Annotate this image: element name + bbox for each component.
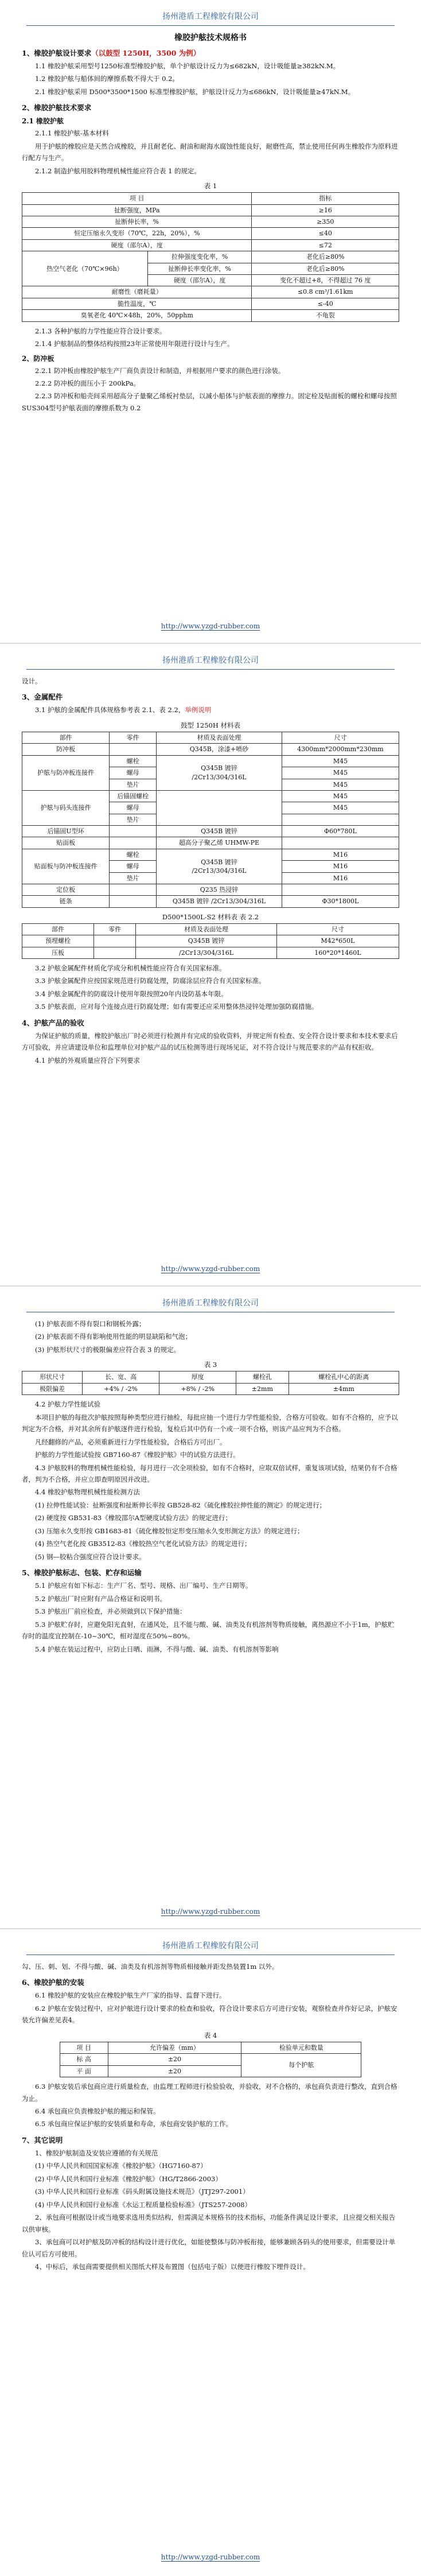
table-header: 尺寸: [276, 923, 399, 935]
table-row: 硬度（邵尔A），度 ≤72: [22, 239, 399, 251]
table-header: 检验单元和数量: [241, 2042, 361, 2053]
para-2-1-1-text: 用于护舷的橡胶应是天然合成橡胶，并且耐老化、耐油和耐海水腐蚀性能良好，耐磨性高，禁止使用任何再生橡胶作为原料进行配方与生产。: [22, 142, 398, 162]
table-1: [22, 192, 399, 321]
table-row: 链条 Q345B 镀锌 /2Cr13/304/316L Φ30*1800L: [22, 896, 399, 907]
para-3-2: 3.2 护舷金属配件材质化学成分和机械性能应符合有关国家标准。: [35, 963, 226, 972]
test-item: (3) 压缩永久变形按 GB1683-81《硫化橡胶恒定形变压缩永久变形测定方法》的规定进行；: [35, 1526, 304, 1535]
para-5-3-text: 5.3 护舷贮存时，应避免阳光直射，在通风处，且不能与酸、碱、油类及有机溶剂等物质接触，离热源应不小于1m，护舷贮存时的温度宜控制在-10~30℃，相对湿度在50%~80%。: [22, 1620, 395, 1641]
para-4-1: 4.1 护舷的外观质量应符合下列要求: [35, 1056, 140, 1064]
para-5-2: 5.2 护舷出厂时应附有产品合格证和说明书。: [35, 1594, 166, 1603]
para-3-3: 3.3 护舷金属配件应按国家规范进行防腐处理，防腐涂层应符合有关国家标准。: [35, 977, 266, 985]
footer-link[interactable]: http://www.yzgd-rubber.com: [161, 1907, 260, 1916]
para-1-3: 2.1 橡胶护舷采用 D500*3500*1500 标准型橡胶护舷，护舷设计反力为≤686kN，设计吸能量≥47kN.M。: [35, 87, 355, 96]
para-4-2-text: 本项目护舷的每批次护舷按照每种类型应进行抽检，每批应抽一个进行力学性能检验，合格方可验收。如有不合格的，应予以判定为不合格，并对其余所有护舷逐件进行检验，复检后其中仍有一个或一项不合格，则该产品应判为不合格。: [22, 1413, 398, 1433]
para-7-1: 1、橡胶护舷制造及安装应遵循的有关规范: [35, 2148, 158, 2157]
para-2-2-1: 2.2.1 防冲板由橡胶护舷生产厂商负责设计和制造，并根据用户要求的颜色进行涂装。: [35, 366, 285, 375]
table-header: 材质及表面处理: [136, 923, 277, 935]
para-7-4: 4、中标后，承包商需要提供相关图纸大样及布置图（包括电子版）以便进行橡胶下埋件设计。: [35, 2263, 310, 2271]
para-7-3: 3、承包商可以对护舷及防冲板的结构设计进行优化，如能使整体与防冲板衔接，能够兼顾各码头的使用要求，但需要设计单位认可后方可使用。: [22, 2238, 396, 2258]
table-row: 后锚固U型环 Q345B 镀锌 Φ60*780L: [22, 826, 399, 837]
para-6-5: 6.5 承包商应保证护舷的安装质量和寿命，承包商安装护舷的工作。: [35, 2120, 232, 2128]
page-header: 扬州港盾工程橡胶有限公司: [26, 1287, 395, 1312]
table-row: 护舷与防冲板连接件 螺栓 Q345B 镀锌 /2Cr13/304/316L M45: [22, 755, 399, 767]
table-2-2-caption: D500*1500L-S2 材料表 表 2.2: [162, 912, 259, 921]
footer-link[interactable]: http://www.yzgd-rubber.com: [161, 622, 260, 630]
table-header: 零件: [94, 923, 136, 935]
para-5-3: 5.3 护舷出厂前应检查，并必须做到以下保护措施：: [35, 1607, 186, 1616]
footer-link[interactable]: http://www.yzgd-rubber.com: [161, 1265, 260, 1273]
table-header: 部件: [22, 923, 94, 935]
norm-item: (1) 中华人民共和国国家标准《橡胶护舷》（HG7160-87）: [35, 2162, 207, 2170]
para-4-3: 4.3 护舷胶料的物理机械性能检验，每月进行一次全项检验，如有不合格时，应取双倍试样，重复该项试验，结果仍有不合格者，判为不合格，并应立即查明原因并改进。: [22, 1463, 397, 1483]
table-row: 螺母 M45: [22, 802, 399, 814]
page-footer: [0, 2553, 421, 2561]
table-2-1-caption: 鼓型 1250H 材料表: [180, 721, 241, 729]
page-footer: [0, 622, 421, 630]
norm-item: (4) 中华人民共和国行业标准《水运工程质量检验标准》（JTS257-2008）: [35, 2200, 251, 2209]
para-5-4: 5.4 护舷在装运过程中，应防止日晒、雨淋，不得与酸、碱、油类、有机溶剂等影响: [35, 1645, 279, 1653]
table-row: 垫片 M45: [22, 779, 399, 790]
test-item: (5) 钢—胶粘合强度应符合设计要求。: [35, 1552, 146, 1561]
section-2-2-title: 2、防冲板: [22, 354, 54, 363]
page-2: [0, 643, 421, 1285]
para-2-2-2: 2.2.2 防冲板的面压小于 200kPa。: [35, 379, 141, 387]
table-header: 形状尺寸: [22, 1371, 83, 1383]
table-row: 压板 /2Cr13/304/316L 160*20*1460L: [22, 947, 399, 958]
table-row: 标 高 ±20 每个护舷: [60, 2054, 361, 2065]
doc-title: 橡胶护舷技术规格书: [174, 33, 247, 42]
table-header: 零件: [110, 732, 157, 743]
para-3-5: 3.5 护舷表面，应对每个连接点进行防腐处理；如有需要还应采用整体热浸锌处理加强防腐措施。: [35, 1003, 318, 1011]
lead-text: 勾、压、刺、划、不得与酸、碱、油类及有机溶剂等物质相接触并距发热装置1m 以外。: [22, 1963, 279, 1971]
table-header: 尺寸: [282, 732, 399, 743]
test-item: (4) 热空气老化按 GB3512-83《橡胶热空气老化试验方法》的规定进行；: [35, 1540, 251, 1548]
table-3: [22, 1371, 399, 1395]
footer-link[interactable]: http://www.yzgd-rubber.com: [161, 2553, 260, 2561]
table-row: 预埋螺栓 Q345B 镀锌 M42*650L: [22, 935, 399, 947]
section-2-1-title: 2.1 橡胶护舷: [22, 117, 64, 126]
table-2-2: [22, 923, 399, 959]
page-3: [0, 1285, 421, 1928]
list-item: (3) 护舷形状尺寸的极限偏差应符合表 3 的规定。: [35, 1345, 181, 1354]
page-header: 扬州港盾工程橡胶有限公司: [26, 644, 395, 670]
table-header: 螺栓孔: [236, 1371, 289, 1383]
table-row: 扯断伸长率变化率，% 老化后≥80%: [22, 263, 399, 274]
table-row: 螺母 M45: [22, 767, 399, 779]
para-6-2: 6.2 护舷在安装过程中，应对护舷进行设计要求的检查和验收，符合设计要求后方可进行安装，观察检查并作好记录，护舷安装允许偏差见表4。: [22, 2004, 397, 2025]
table-header: 材质及表面处理: [157, 732, 282, 743]
table-row: 硬度（邵尔A），度 变化不超过+8，不得超过 76 度: [22, 275, 399, 286]
page-4: [0, 1928, 421, 2574]
section-3-title: 3、金属配件: [22, 693, 63, 702]
table-row: 扯断伸长率，% ≥350: [22, 216, 399, 228]
para-1-1: 1.1 橡胶护舷采用型号1250标准型橡胶护舷，单个护舷设计反力为≤682kN，设计吸能量≥382kN.M。: [35, 62, 340, 70]
table-row: 极限偏差 +4% / -2% +8% / -2% ±2mm ±4mm: [22, 1383, 399, 1394]
table-row: 垫片 M16: [22, 872, 399, 884]
para-2-1-3: 2.1.3 各种护舷的力学性能应符合设计要求。: [35, 327, 166, 335]
table-3-caption: 表 3: [204, 1361, 217, 1369]
para-4-4: 4.4 橡胶护舷物理机械性能检测方法: [35, 1488, 140, 1497]
table-row: 垫片: [22, 814, 399, 825]
table-row: 定位板 Q235 热浸锌: [22, 884, 399, 896]
section-1-title: 1、橡胶护舷设计要求（以鼓型 1250H，3500 为例）: [22, 49, 201, 57]
table-row: 臭氧老化 40℃×48h，20%，50pphm 不龟裂: [22, 310, 399, 321]
list-item: (1) 护舷表面不得有裂口和钢板外露；: [35, 1320, 146, 1328]
table-row: 扯断强度，MPa ≥16: [22, 204, 399, 216]
para-2-1-4: 2.1.4 护舷制品的整体结构按照23年正常使用年限进行设计与生产。: [35, 340, 234, 348]
page-header: 扬州港盾工程橡胶有限公司: [26, 1929, 395, 1955]
table-header: 项 目: [60, 2042, 108, 2053]
para-2-1-2: 2.1.2 制造护舷用胶料物理机械性能应符合表 1 的规定。: [35, 166, 201, 175]
para-5-1: 5.1 护舷应有如下标志：生产厂名、型号、规格、出厂编号、生产日期等。: [35, 1582, 252, 1590]
table-header: 长、宽、高: [83, 1371, 159, 1383]
para-4-2-text2: 凡经翻修的产品，必须重新进行力学性能检验，合格后方可出厂。: [35, 1437, 227, 1446]
para-3-1: 3.1 护舷的金属配件具体规格参考表 2.1、表 2.2，举例说明: [35, 706, 212, 714]
table-row: 防冲板 Q345B，涂漆+喷砂 4300mm*2000mm*230mm: [22, 744, 399, 755]
para-6-4: 6.4 承包商应负责橡胶护舷的搬运和保管。: [35, 2107, 160, 2115]
norm-item: (3) 中华人民共和国行业标准《码头附属设施技术规范》（JTJ297-2001）: [35, 2188, 250, 2196]
para-6-1: 6.1 橡胶护舷的安装应在橡胶护舷生产厂家的指导、监督下进行。: [35, 1991, 226, 2000]
test-item: (2) 硬度按 GB531-83《橡胶邵尔A型硬度试验方法》的规定进行；: [35, 1514, 232, 1522]
table-4-caption: 表 4: [204, 2031, 217, 2039]
para-1-2: 1.2 橡胶护舷与船体间的摩擦系数不得大于 0.2。: [35, 75, 179, 83]
para-2-2-3: 2.2.3 防冲板和船壳间采用超高分子量聚乙烯板衬垫层，以减小船体与护舷表面的摩擦力。固定栓及贴面板的螺栓和螺母按照SUS304型号护舷表面的摩擦系数为 0.2: [22, 392, 397, 412]
table-row: 耐磨性（磨耗量） ≤0.8 cm³/1.61km: [22, 286, 399, 298]
table-row: 平 面 ±20: [60, 2065, 361, 2077]
para-3-4: 3.4 护舷金属配件的防腐设计使用年限按照20年内设防基本年限。: [35, 989, 228, 998]
table-row: 贴面板 超高分子聚乙烯 UHMW-PE: [22, 837, 399, 849]
table-1-caption: 表 1: [204, 182, 217, 191]
lead-text: 设计。: [22, 677, 42, 685]
section-2-title: 2、橡胶护舷技术要求: [22, 103, 92, 112]
para-4-text: 为保证护舷的质量，橡胶护舷出厂时必须进行检测并有完成的验收资料，并规定所有检查、安全符合设计要求和本技术要求后方可验收，并应请建设单位和监理单位对护舷产品的试压检测等进行现场见证，对不符合设计与规范要求的产品有权拒收。: [22, 1031, 398, 1052]
table-header: 指标: [252, 193, 399, 204]
section-5-title: 5、橡胶护舷标志、包装、贮存和运输: [22, 1568, 142, 1578]
table-2-1: [22, 732, 399, 908]
section-4-title: 4、护舷产品的验收: [22, 1018, 84, 1027]
table-row: 脆性温度，℃ ≤-40: [22, 298, 399, 309]
table-header: 允许偏差（mm）: [108, 2042, 241, 2053]
table-row: 恒定压缩永久变形（70℃，22h，20%），% ≤40: [22, 228, 399, 239]
para-6-3: 6.3 护舷安装后承包商应进行质量检查，由监理工程师进行检验验收，并验收，对不合格的，承包商负责进行整改，直到合格为止。: [22, 2082, 397, 2103]
norm-item: (2) 中华人民共和国行业标准《橡胶护舷》（HG/T2866-2003）: [35, 2174, 222, 2183]
table-row: 热空气老化（70℃×96h） 拉伸强度变化率，% 老化后≥80%: [22, 251, 399, 263]
table-row: 护舷与码头连接件 后锚固螺栓 M45: [22, 790, 399, 802]
page-footer: [0, 1907, 421, 1916]
page-1: [0, 0, 421, 643]
para-2-1-1: 2.1.1 橡胶护舷-基本材料: [35, 129, 109, 138]
table-row: 螺母 M16: [22, 861, 399, 872]
table-header: 厚度: [159, 1371, 236, 1383]
table-4: [60, 2042, 361, 2077]
table-header: 部件: [22, 732, 110, 743]
page-header: 扬州港盾工程橡胶有限公司: [26, 0, 395, 26]
table-group-label: 热空气老化（70℃×96h）: [22, 251, 148, 286]
list-item: (2) 护舷表面不得有影响使用性能的明显缺陷和气泡；: [35, 1332, 192, 1341]
section-7-title: 7、其它说明: [22, 2135, 63, 2144]
page-footer: [0, 1265, 421, 1273]
section-6-title: 6、橡胶护舷的安装: [22, 1978, 84, 1987]
table-row: 贴面板与防冲板连接件 螺栓 Q345B 镀锌 /2Cr13/304/316L M16: [22, 849, 399, 860]
para-7-2: 2、承包商可根据设计或当地要求选用类似结构，但需满足本规格书的技术指标，功能条件满足设计要求，且应提交相关报告以供审核。: [22, 2213, 396, 2233]
test-item: (1) 拉伸性能试验：扯断强度和扯断伸长率按 GB528-82《硫化橡胶拉伸性能的测定》的规定进行；: [35, 1501, 326, 1509]
table-header: 项 目: [22, 193, 252, 204]
para-4-2-text3: 护舷的力学性能试验按 GB7160-87《橡胶护舷》中的试验方法进行。: [35, 1451, 240, 1459]
table-header: 螺栓孔中心的距离: [289, 1371, 399, 1383]
para-4-2: 4.2 护舷力学性能试验: [35, 1400, 100, 1409]
